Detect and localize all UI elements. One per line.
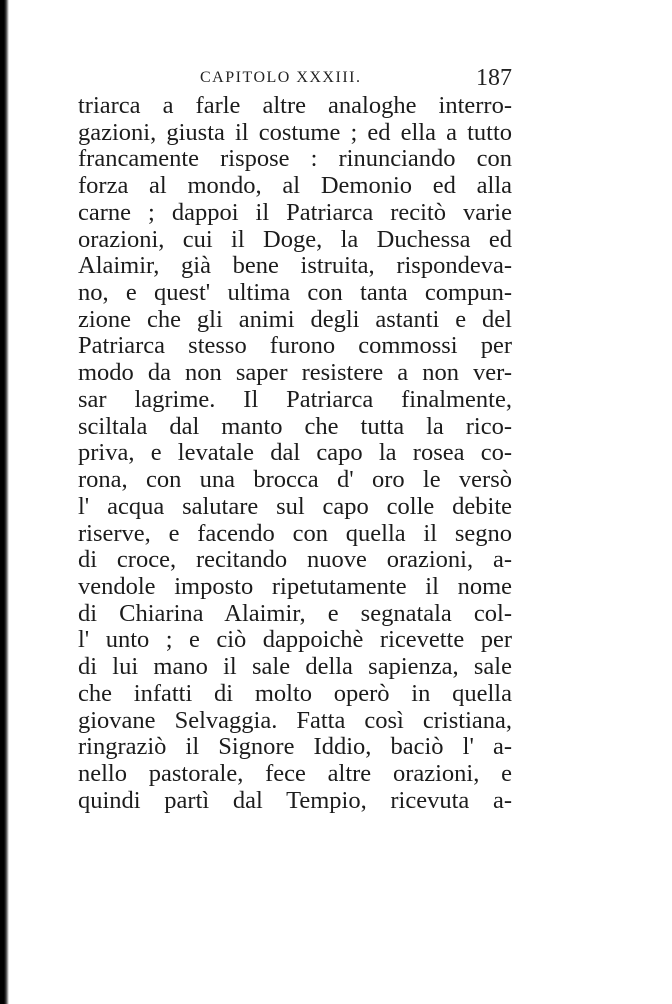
text-line: rona, con una brocca d' oro le versò (78, 467, 512, 494)
text-line: francamente rispose : rinunciando con (78, 146, 512, 173)
text-line: di croce, recitando nuove orazioni, a- (78, 547, 512, 574)
text-line: zione che gli animi degli astanti e del (78, 306, 512, 333)
page-binding-edge (0, 0, 9, 1004)
text-line: nello pastorale, fece altre orazioni, e (78, 760, 512, 787)
text-line: Patriarca stesso furono commossi per (78, 333, 512, 360)
text-line: ringraziò il Signore Iddio, baciò l' a- (78, 734, 512, 761)
text-line: Alaimir, già bene istruita, rispondeva- (78, 253, 512, 280)
text-line: sciltala dal manto che tutta la rico- (78, 413, 512, 440)
text-line: sar lagrime. Il Patriarca finalmente, (78, 386, 512, 413)
text-line: vendole imposto ripetutamente il nome (78, 573, 512, 600)
running-head: CAPITOLO XXXIII. (200, 69, 362, 86)
text-line: riserve, e facendo con quella il segno (78, 520, 512, 547)
text-line: di lui mano il sale della sapienza, sale (78, 654, 512, 681)
text-line: orazioni, cui il Doge, la Duchessa ed (78, 226, 512, 253)
text-line: gazioni, giusta il costume ; ed ella a tutto (78, 119, 512, 146)
text-line: l' unto ; e ciò dappoichè ricevette per (78, 627, 512, 654)
text-line: carne ; dappoi il Patriarca recitò varie (78, 199, 512, 226)
text-line: triarca a farle altre analoghe interro- (78, 93, 512, 119)
text-line: modo da non saper resistere a non ver- (78, 360, 512, 387)
text-line: giovane Selvaggia. Fatta così cristiana, (78, 707, 512, 734)
text-line: no, e quest' ultima con tanta compun- (78, 280, 512, 307)
text-line: forza al mondo, al Demonio ed alla (78, 173, 512, 200)
text-line: priva, e levatale dal capo la rosea co- (78, 440, 512, 467)
text-line: quindi partì dal Tempio, ricevuta a- (78, 787, 512, 814)
page-number: 187 (476, 65, 512, 91)
text-line: di Chiarina Alaimir, e segnatala col- (78, 600, 512, 627)
body-text (78, 93, 512, 828)
text-line: che infatti di molto operò in quella (78, 680, 512, 707)
text-line: l' acqua salutare sul capo colle debite (78, 493, 512, 520)
page-header (78, 66, 512, 90)
